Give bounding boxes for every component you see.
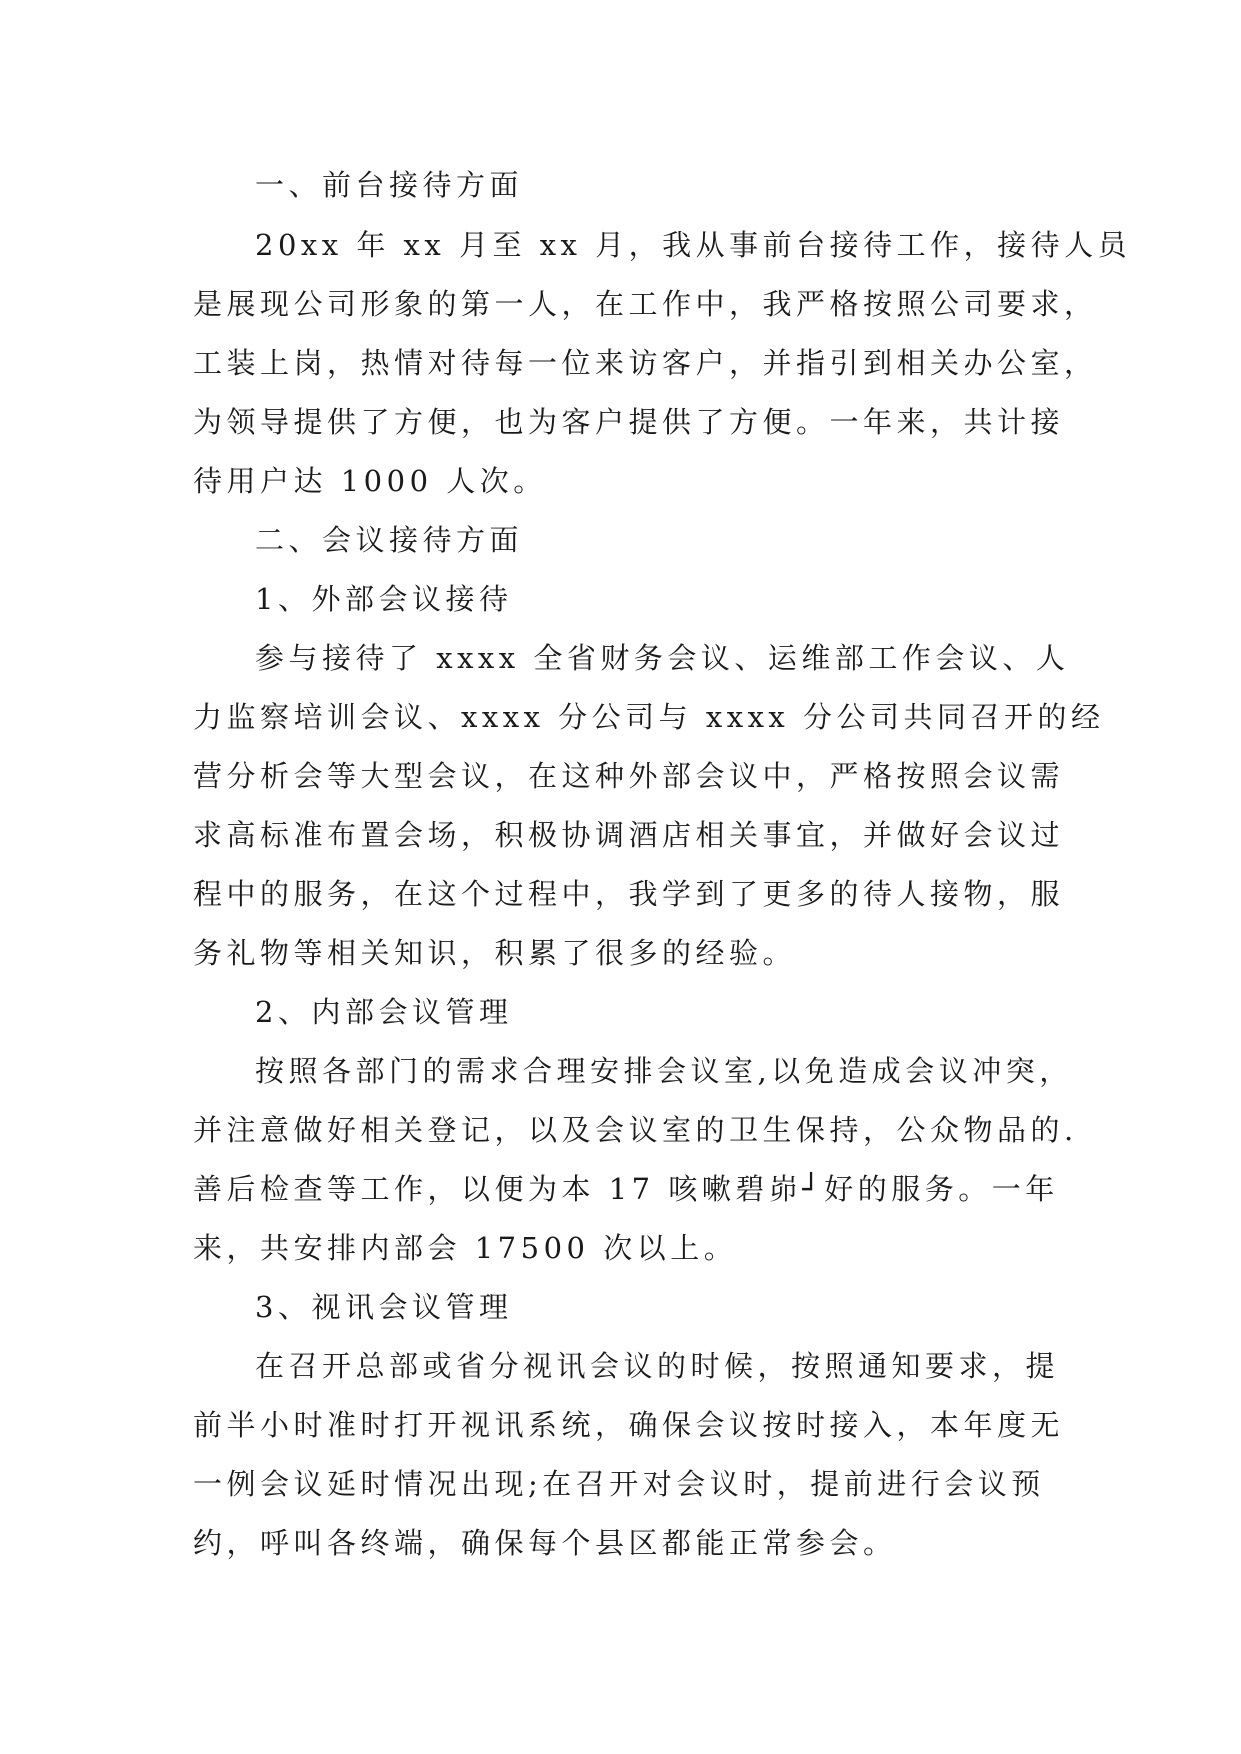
subsection-heading: 2、内部会议管理	[255, 995, 513, 1029]
subsection-heading: 3、视讯会议管理	[255, 1290, 513, 1324]
paragraph-line: 程中的服务，在这个过程中，我学到了更多的待人接物，服	[193, 877, 1065, 911]
paragraph-line: 一例会议延时情况出现;在召开对会议时，提前进行会议预	[193, 1467, 1045, 1501]
paragraph-line: 力监察培训会议、xxxx 分公司与 xxxx 分公司共同召开的经	[193, 700, 1105, 734]
section-heading: 一、前台接待方面	[255, 168, 524, 202]
paragraph-line: 为领导提供了方便，也为客户提供了方便。一年来，共计接	[193, 405, 1065, 439]
paragraph-line: 工装上岗，热情对待每一位来访客户，并指引到相关办公室，	[193, 346, 1098, 380]
paragraph-line: 待用户达 1000 人次。	[193, 464, 547, 498]
paragraph-line: 20xx 年 xx 月至 xx 月，我从事前台接待工作，接待人员	[255, 228, 1132, 262]
subsection-heading: 1、外部会议接待	[255, 582, 513, 616]
paragraph-line: 营分析会等大型会议，在这种外部会议中，严格按照会议需	[193, 759, 1065, 793]
paragraph-line: 按照各部门的需求合理安排会议室,以免造成会议冲突，	[255, 1054, 1073, 1088]
paragraph-line: 前半小时准时打开视讯系统，确保会议按时接入，本年度无	[193, 1408, 1065, 1442]
paragraph-line: 约，呼叫各终端，确保每个县区都能正常参会。	[193, 1526, 897, 1560]
paragraph-line: 来，共安排内部会 17500 次以上。	[193, 1231, 738, 1265]
paragraph-line: 善后检查等工作，以便为本 17 咳嗽碧峁┘好的服务。一年	[193, 1172, 1059, 1206]
paragraph-line: 在召开总部或省分视讯会议的时候，按照通知要求，提	[255, 1349, 1060, 1383]
paragraph-line: 并注意做好相关登记，以及会议室的卫生保持，公众物品的.	[193, 1113, 1078, 1147]
paragraph-line: 务礼物等相关知识，积累了很多的经验。	[193, 936, 797, 970]
paragraph-line: 求高标准布置会场，积极协调酒店相关事宜，并做好会议过	[193, 818, 1065, 852]
paragraph-line: 参与接待了 xxxx 全省财务会议、运维部工作会议、人	[255, 641, 1070, 675]
section-heading: 二、会议接待方面	[255, 523, 524, 557]
paragraph-line: 是展现公司形象的第一人，在工作中，我严格按照公司要求，	[193, 287, 1098, 321]
